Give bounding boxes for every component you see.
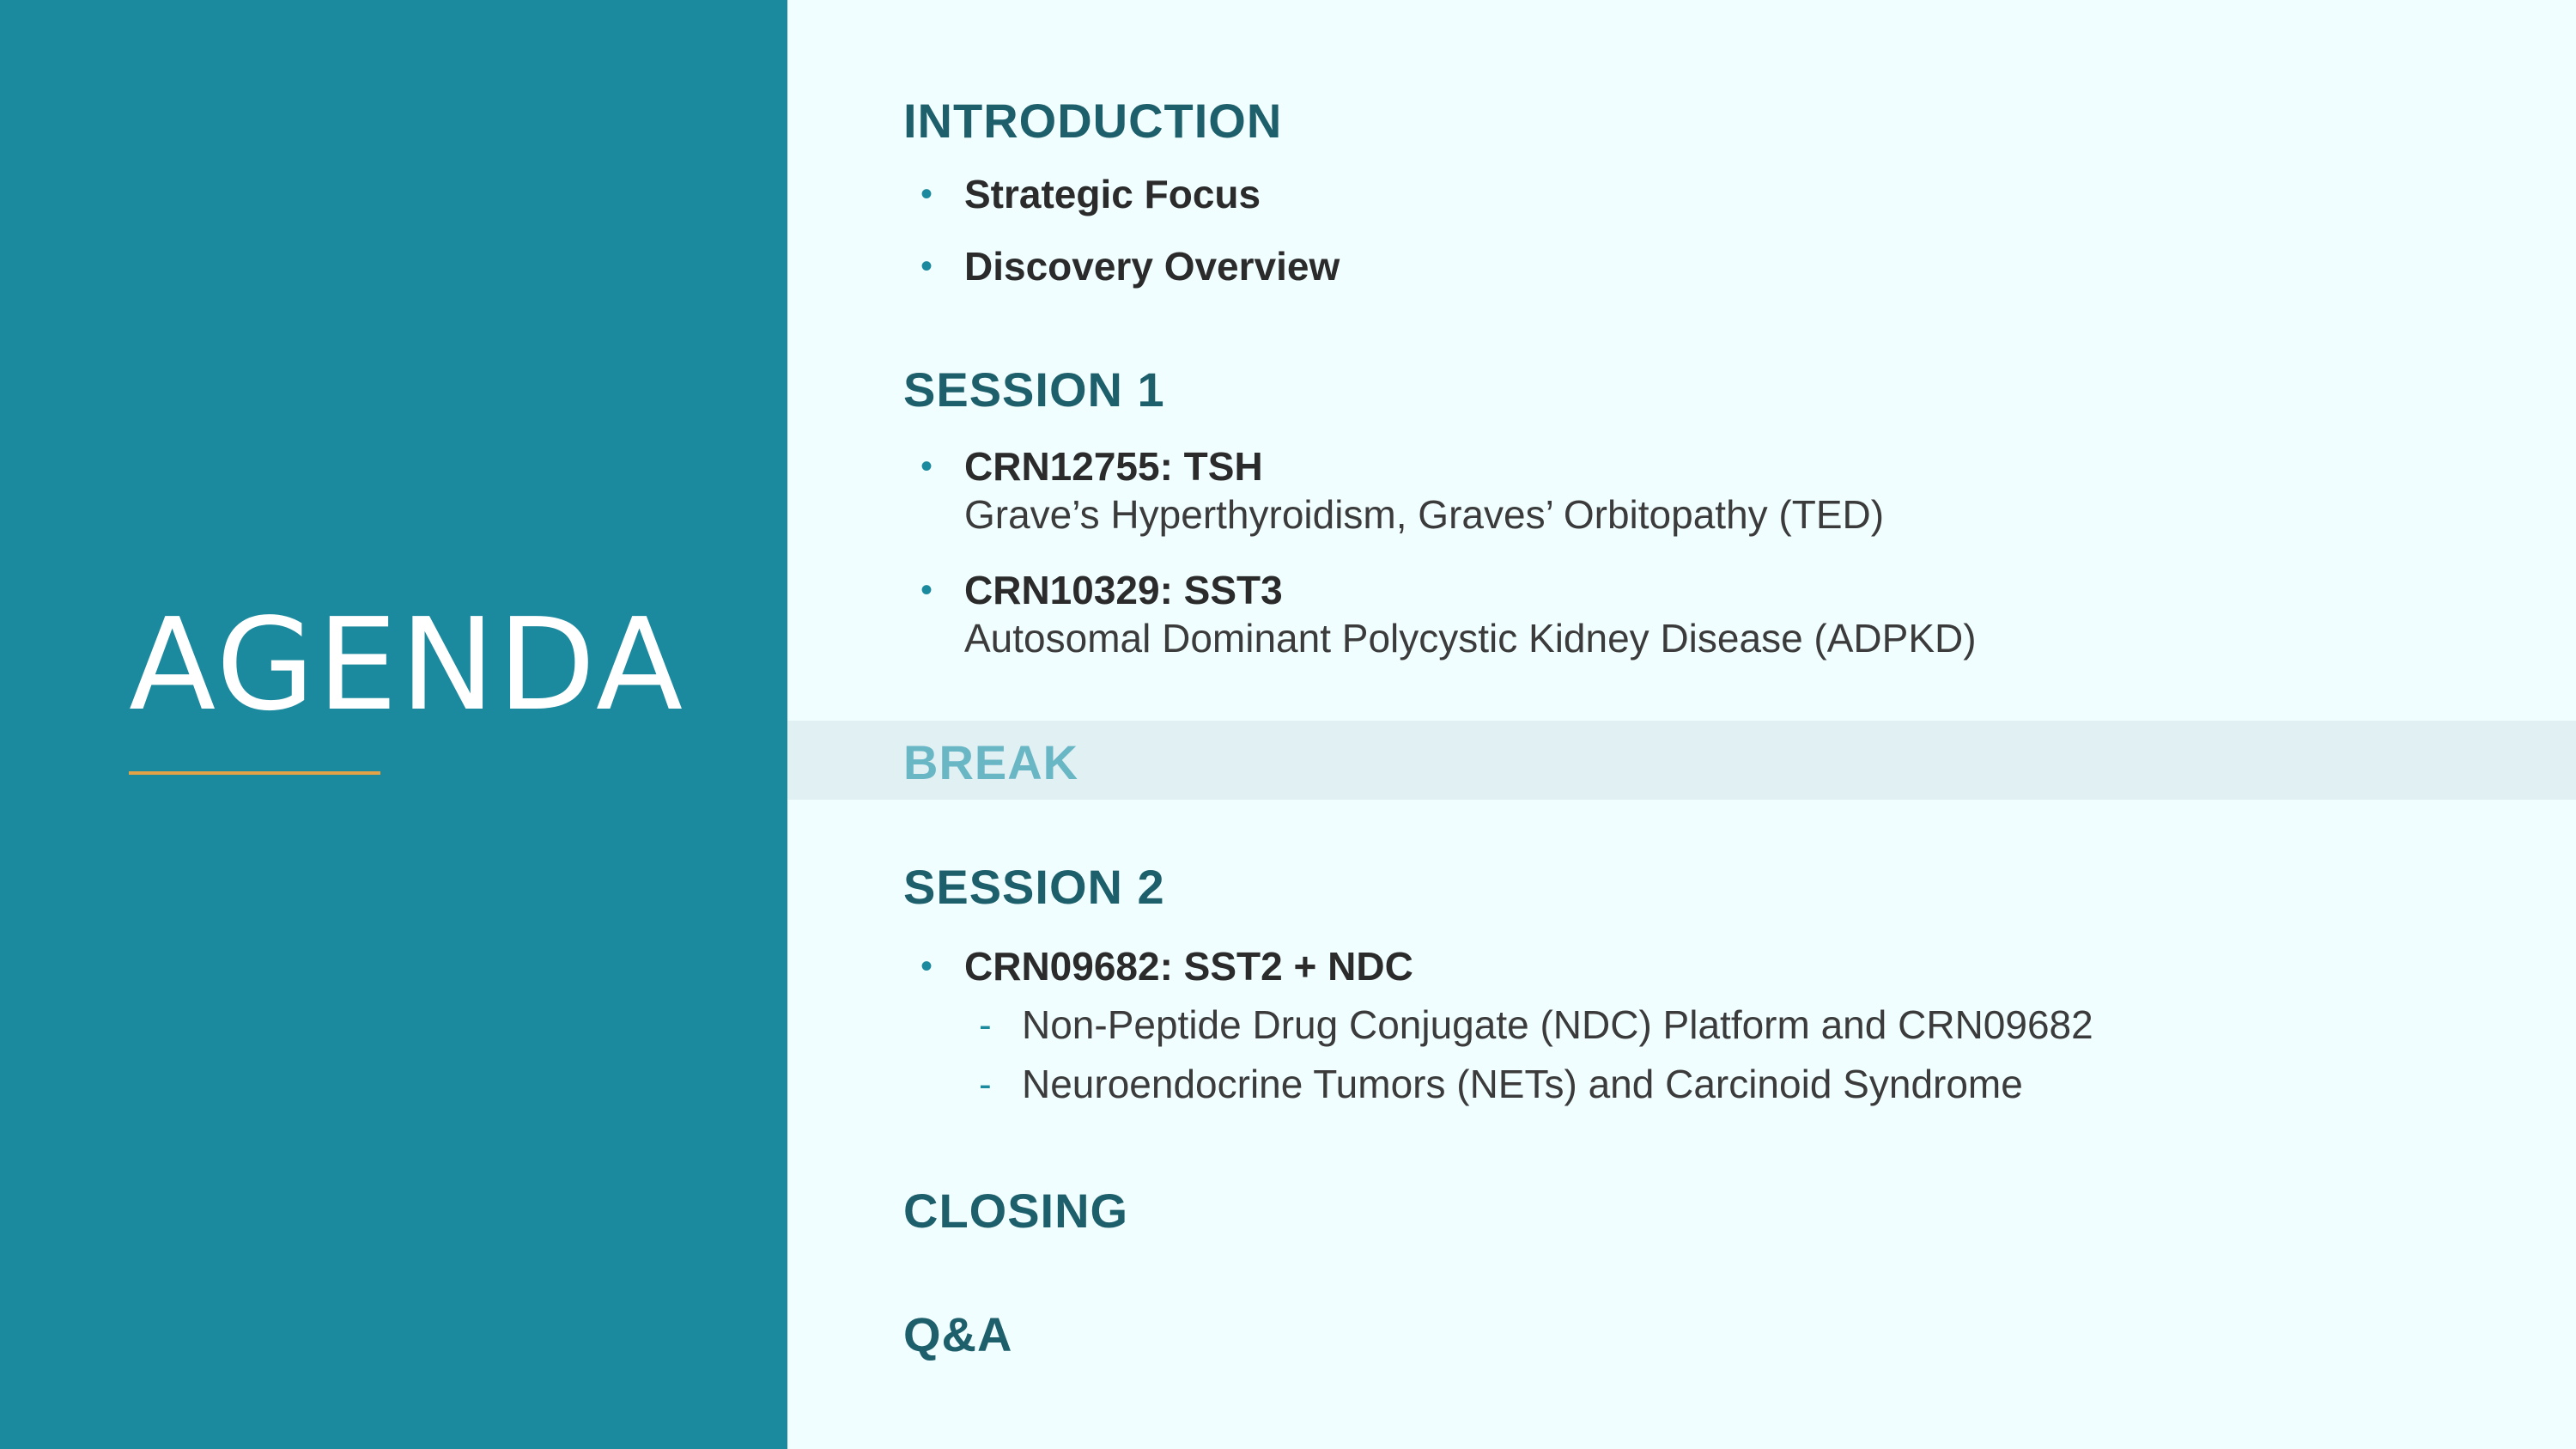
session1-item-description: Grave’s Hyperthyroidism, Graves’ Orbitopathy (TED)	[964, 492, 1885, 537]
agenda-sidebar	[0, 0, 787, 1449]
intro-item-discovery-overview: Discovery Overview	[964, 244, 1340, 289]
session2-item-title: CRN09682: SST2 + NDC	[964, 944, 1413, 989]
session1-item-description: Autosomal Dominant Polycystic Kidney Disease (ADPKD)	[964, 616, 1977, 661]
session1-item-title: CRN12755: TSH	[964, 444, 1263, 489]
session1-item-title: CRN10329: SST3	[964, 568, 1283, 612]
bullet-icon: •	[920, 247, 933, 285]
bullet-icon: •	[920, 447, 933, 485]
break-heading: BREAK	[903, 735, 1079, 789]
agenda-title: AGENDA	[129, 591, 686, 739]
session2-heading: SESSION 2	[903, 860, 1165, 914]
qa-heading: Q&A	[903, 1307, 1013, 1361]
session1-heading: SESSION 1	[903, 362, 1165, 417]
session2-subitem: Neuroendocrine Tumors (NETs) and Carcinoid Syndrome	[1022, 1062, 2023, 1106]
dash-icon: -	[979, 1063, 992, 1105]
session2-subitem: Non-Peptide Drug Conjugate (NDC) Platform and CRN09682	[1022, 1002, 2093, 1047]
introduction-heading: INTRODUCTION	[903, 94, 1283, 148]
dash-icon: -	[979, 1004, 992, 1046]
closing-heading: CLOSING	[903, 1184, 1129, 1238]
bullet-icon: •	[920, 175, 933, 213]
bullet-icon: •	[920, 571, 933, 609]
title-underline	[129, 771, 380, 775]
bullet-icon: •	[920, 947, 933, 985]
intro-item-strategic-focus: Strategic Focus	[964, 172, 1261, 216]
